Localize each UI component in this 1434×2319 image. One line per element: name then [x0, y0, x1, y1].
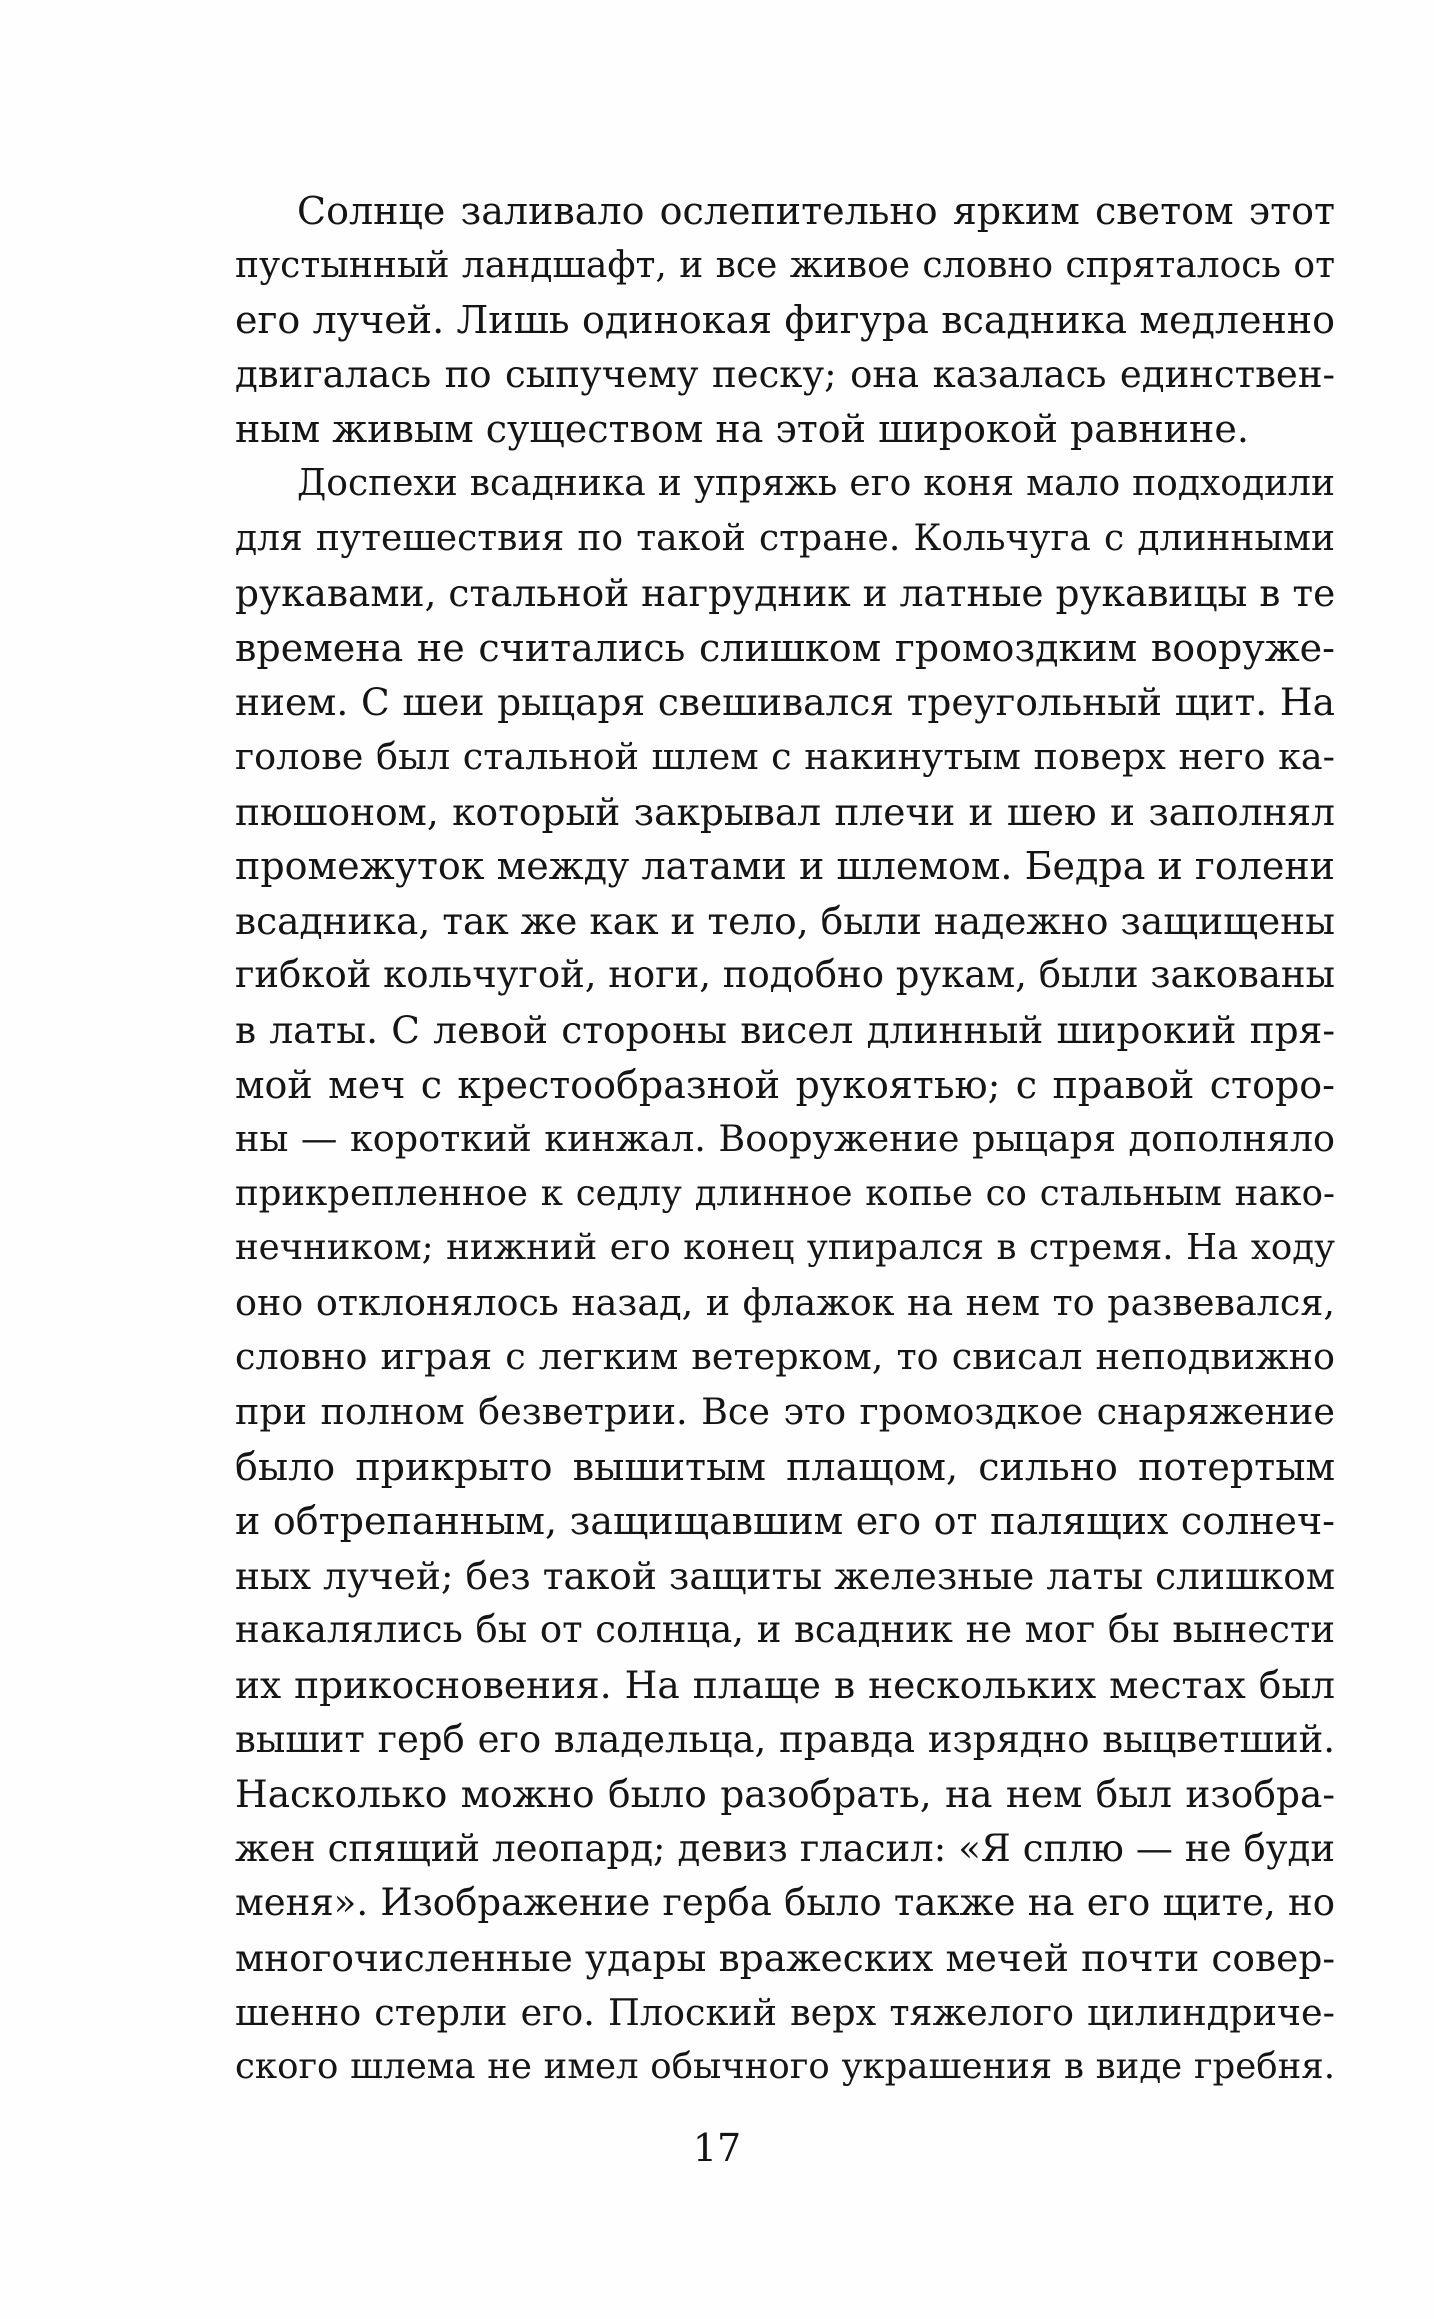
- text-line: нием. С шеи рыцаря свешивался треугольный щит. На: [235, 680, 1335, 725]
- paragraph-1: [235, 184, 1335, 457]
- text-line: пустынный ландшафт, и все живое словно спряталось от: [235, 244, 1335, 286]
- text-line: голове был стальной шлем с накинутым поверх него ка-: [235, 734, 1335, 778]
- text-line: вышит герб его владельца, правда изрядно выцветший.: [235, 1717, 1335, 1761]
- text-line: пюшоном, который закрывал плечи и шею и заполнял: [235, 789, 1335, 834]
- text-line: многочисленные удары вражеских мечей почти совер-: [235, 1936, 1335, 1980]
- text-line: ным живым существом на этой широкой равнине.: [235, 407, 1249, 452]
- text-line: гибкой кольчугой, ноги, подобно рукам, были закованы: [235, 953, 1335, 997]
- text-line: промежуток между латами и шлемом. Бедра и голени: [235, 844, 1335, 889]
- text-line: Солнце заливало ослепительно ярким светом этот: [297, 189, 1335, 233]
- text-line: ского шлема не имел обычного украшения в виде гребня.: [235, 2046, 1335, 2088]
- text-line: всадника, так же как и тело, были надежно защищены: [235, 898, 1335, 943]
- text-line: нечником; нижний его конец упирался в стремя. На ходу: [235, 1227, 1335, 1269]
- text-line: двигалась по сыпучему песку; она казалась единствен-: [235, 352, 1335, 396]
- text-line: и обтрепанным, защищавшим его от палящих солнеч-: [235, 1499, 1335, 1544]
- text-line: прикрепленное к седлу длинное копье со стальным нако-: [235, 1172, 1335, 1214]
- text-line: оно отклонялось назад, и флажок на нем то развевался,: [235, 1280, 1335, 1324]
- text-line: времена не считались слишком громоздким вооруже-: [235, 625, 1335, 670]
- text-line: жен спящий леопард; девиз гласил: «Я сплю — не буди: [235, 1826, 1335, 1870]
- text-line: для путешествия по такой стране. Кольчуга с длинными: [235, 517, 1335, 559]
- body-text: [235, 184, 1335, 2095]
- text-line: в латы. С левой стороны висел длинный широкий пря-: [235, 1007, 1335, 1052]
- text-line: Насколько можно было разобрать, на нем был изобра-: [235, 1772, 1335, 1817]
- text-line: словно играя с легким ветерком, то свисал неподвижно: [235, 1335, 1335, 1379]
- text-line: рукавами, стальной нагрудник и латные рукавицы в те: [235, 571, 1335, 616]
- text-line: при полном безветрии. Все это громоздкое снаряжение: [235, 1390, 1335, 1434]
- text-line: его лучей. Лишь одинокая фигура всадника медленно: [235, 298, 1335, 343]
- text-line: было прикрыто вышитым плащом, сильно потертым: [235, 1444, 1335, 1489]
- text-line: Доспехи всадника и упряжь его коня мало подходили: [297, 462, 1335, 504]
- text-line: мой меч с крестообразной рукоятью; с правой сторо-: [235, 1062, 1335, 1107]
- text-line: ных лучей; без такой защиты железные латы слишком: [235, 1553, 1335, 1598]
- paragraph-2: [235, 457, 1335, 2095]
- page-number: 17: [692, 2126, 742, 2170]
- text-line: их прикосновения. На плаще в нескольких местах был: [235, 1663, 1335, 1708]
- text-line: шенно стерли его. Плоский верх тяжелого цилиндриче-: [235, 1990, 1335, 2034]
- text-line: меня». Изображение герба было также на его щите, но: [235, 1881, 1335, 1925]
- text-line: ны — короткий кинжал. Вооружение рыцаря дополняло: [235, 1117, 1335, 1161]
- text-line: накалялись бы от солнца, и всадник не мог бы вынести: [235, 1608, 1335, 1652]
